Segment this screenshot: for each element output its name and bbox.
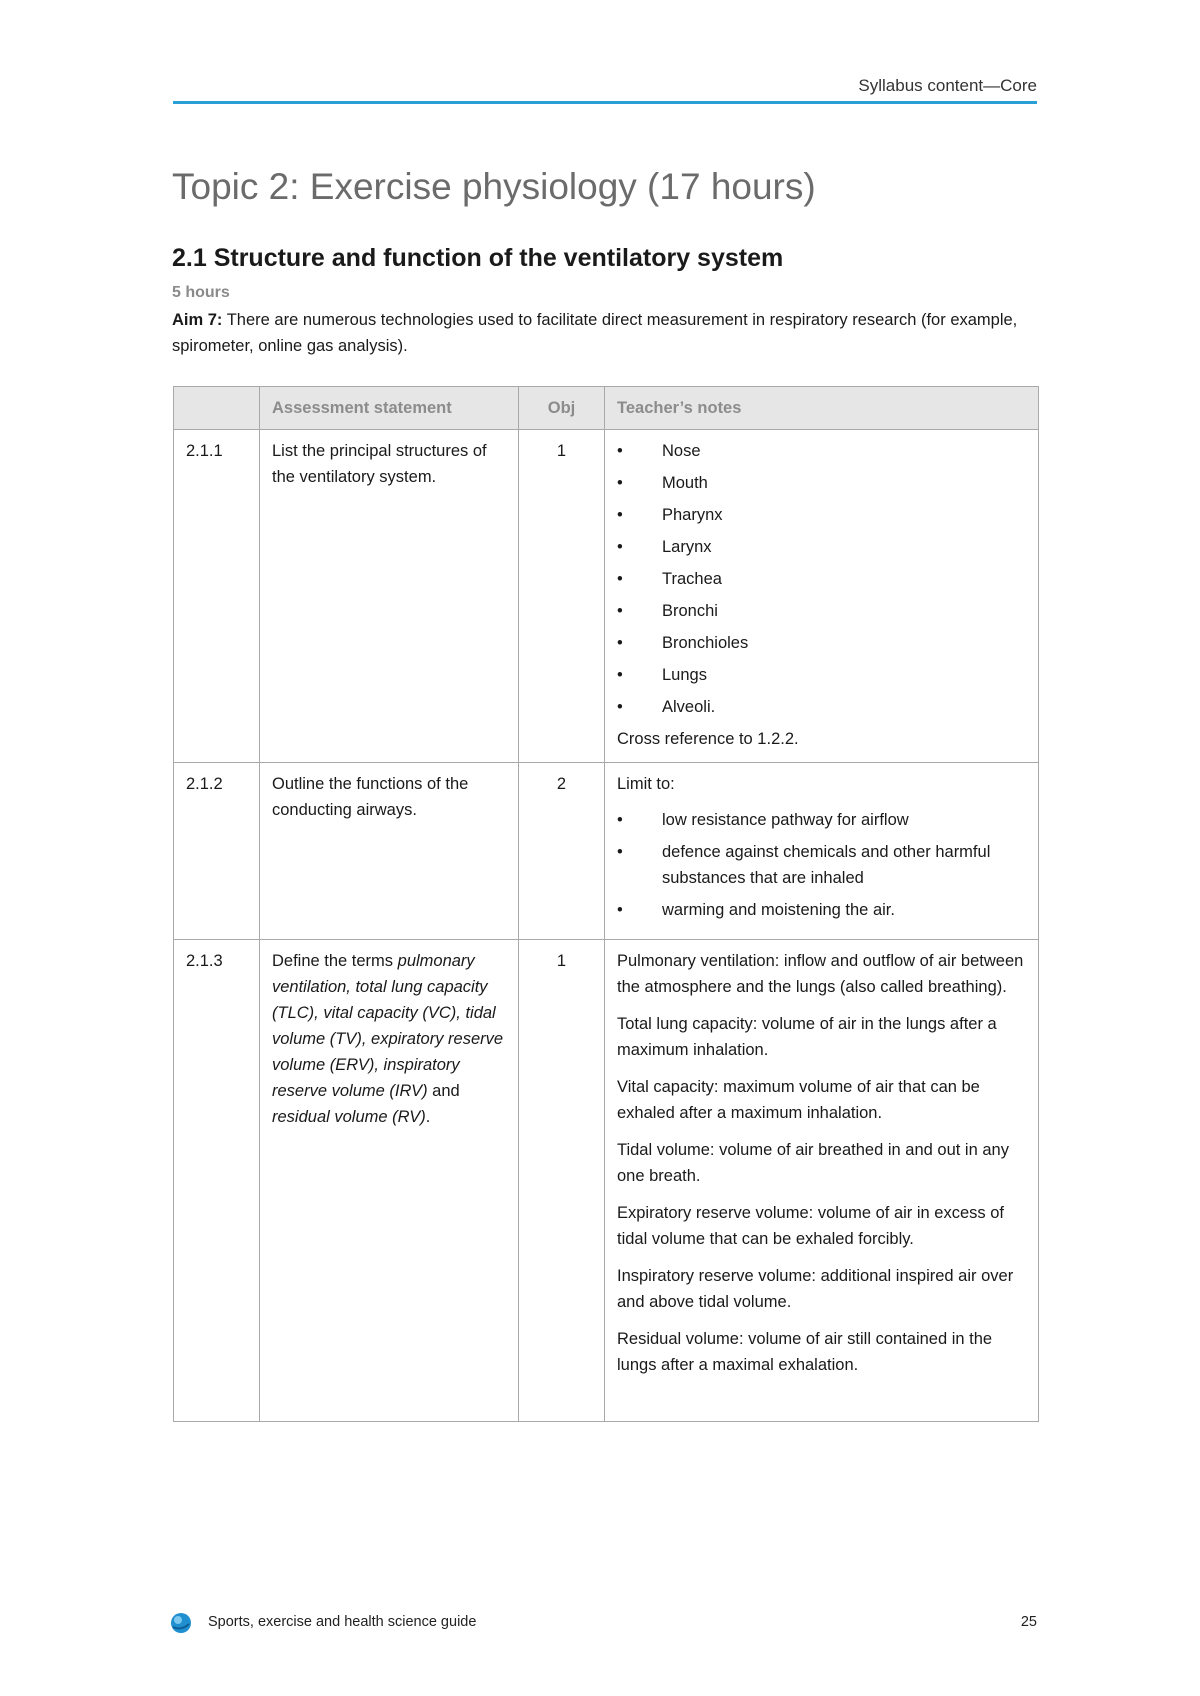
objective-level: 1 [519, 940, 605, 1422]
header-teachers-notes: Teacher’s notes [605, 387, 1039, 430]
list-item: • warming and moistening the air. [617, 897, 1028, 923]
definition-paragraph: Residual volume: volume of air still contained in the lungs after a maximal exhalation. [617, 1330, 993, 1374]
list-item: • Lungs [617, 662, 1028, 688]
list-item: • Nose [617, 438, 1028, 464]
page-number: 25 [1020, 1614, 1037, 1630]
teachers-notes [605, 940, 1039, 1422]
definition-paragraph: Inspiratory reserve volume: additional inspired air over and above tidal volume. [617, 1267, 1014, 1311]
list-item: • Bronchi [617, 598, 1028, 624]
statement-and: and [427, 1082, 460, 1100]
list-item: • Pharynx [617, 502, 1028, 528]
list-item: • low resistance pathway for airflow [617, 807, 1028, 833]
row-number: 2.1.2 [174, 763, 260, 940]
table-row [174, 940, 1039, 1422]
assessment-statement: List the principal structures of the ventilatory system. [260, 430, 519, 763]
aim-label: Aim 7: [172, 311, 223, 329]
table-row [174, 430, 1039, 763]
definition-paragraph: Tidal volume: volume of air breathed in and out in any one breath. [617, 1141, 1009, 1185]
assessment-statement [260, 940, 519, 1422]
row-number: 2.1.3 [174, 940, 260, 1422]
statement-prefix: Define the terms [272, 952, 398, 970]
header-assessment-statement: Assessment statement [260, 387, 519, 430]
syllabus-table [173, 386, 1039, 1422]
ib-logo-icon [170, 1612, 192, 1634]
running-head: Syllabus content—Core [858, 76, 1037, 95]
objective-level: 2 [519, 763, 605, 940]
teachers-notes [605, 430, 1039, 763]
section-hours: 5 hours [172, 284, 230, 301]
structure-list [617, 438, 1028, 720]
teachers-notes [605, 763, 1039, 940]
definition-paragraph: Pulmonary ventilation: inflow and outflow of air between the atmosphere and the lungs (also called breathing). [617, 952, 1024, 996]
header-obj: Obj [519, 387, 605, 430]
definition-paragraph: Total lung capacity: volume of air in the lungs after a maximum inhalation. [617, 1015, 997, 1059]
table-header-row [174, 387, 1039, 430]
aim-text: There are numerous technologies used to facilitate direct measurement in respiratory research (for example, spirometer, online gas analysis). [172, 311, 1018, 355]
list-item: • Alveoli. [617, 694, 1028, 720]
definition-paragraph: Expiratory reserve volume: volume of air in excess of tidal volume that can be exhaled forcibly. [617, 1204, 1004, 1248]
header-number [174, 387, 260, 430]
definition-paragraph: Vital capacity: maximum volume of air that can be exhaled after a maximum inhalation. [617, 1078, 980, 1122]
header-rule [173, 101, 1037, 104]
section-title: 2.1 Structure and function of the ventilatory system [172, 244, 784, 272]
assessment-statement: Outline the functions of the conducting airways. [260, 763, 519, 940]
table-row [174, 763, 1039, 940]
row-number: 2.1.1 [174, 430, 260, 763]
list-item: • Mouth [617, 470, 1028, 496]
list-item: • Larynx [617, 534, 1028, 560]
statement-end: . [425, 1108, 431, 1126]
statement-last-term: residual volume (RV) [272, 1108, 426, 1126]
objective-level: 1 [519, 430, 605, 763]
list-item: • Bronchioles [617, 630, 1028, 656]
function-list [617, 807, 1028, 923]
list-item: • defence against chemicals and other harmful substances that are inhaled [617, 839, 1028, 891]
footer-guide-title: Sports, exercise and health science guide [208, 1614, 477, 1630]
statement-terms: pulmonary ventilation, total lung capacity (TLC), vital capacity (VC), tidal volume (TV), expiratory reserve volume (ERV), inspiratory reserve volume (IRV) [272, 952, 504, 1100]
list-item: • Trachea [617, 566, 1028, 592]
limit-lead: Limit to: [617, 775, 675, 793]
aim-statement [172, 307, 1040, 359]
topic-title: Topic 2: Exercise physiology (17 hours) [172, 166, 816, 207]
cross-reference: Cross reference to 1.2.2. [617, 730, 799, 748]
